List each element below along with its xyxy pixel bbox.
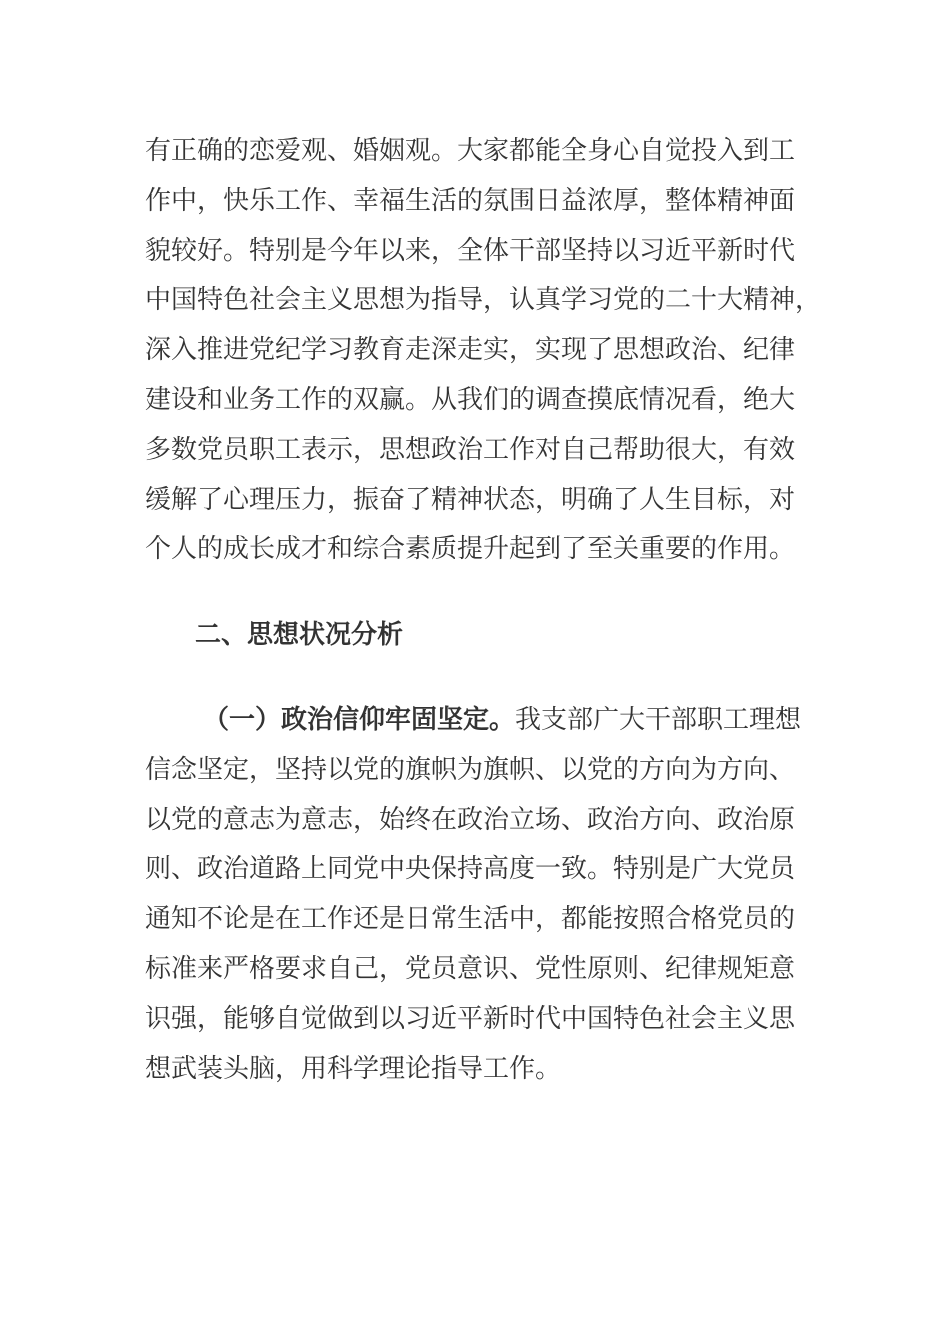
paragraph-line: 想武装头脑，用科学理论指导工作。 — [145, 1053, 562, 1084]
paragraph-line: 个人的成长成才和综合素质提升起到了至关重要的作用。 — [145, 534, 796, 565]
paragraph-line: 则、政治道路上同党中央保持高度一致。特别是广大党员 — [145, 854, 796, 885]
paragraph-line: 建设和业务工作的双赢。从我们的调查摸底情况看，绝大 — [145, 384, 796, 415]
paragraph-line: 深入推进党纪学习教育走深走实，实现了思想政治、纪律 — [145, 335, 796, 366]
paragraph-line: 多数党员职工表示，思想政治工作对自己帮助很大，有效 — [145, 434, 796, 465]
paragraph-text: 我支部广大干部职工理想 — [515, 705, 802, 735]
paragraph-line: 标准来严格要求自己，党员意识、党性原则、纪律规矩意 — [145, 953, 796, 984]
subsection-title: （一）政治信仰牢固坚定。 — [203, 705, 516, 735]
paragraph-line: 以党的意志为意志，始终在政治立场、政治方向、政治原 — [145, 804, 796, 835]
paragraph-line: 作中，快乐工作、幸福生活的氛围日益浓厚，整体精神面 — [145, 185, 796, 216]
paragraph-line: 缓解了心理压力，振奋了精神状态，明确了人生目标，对 — [145, 484, 796, 515]
paragraph-political-belief — [145, 696, 805, 1094]
paragraph-line: 中国特色社会主义思想为指导，认真学习党的二十大精神， — [145, 285, 822, 316]
paragraph-line: 信念坚定，坚持以党的旗帜为旗帜、以党的方向为方向、 — [145, 754, 796, 785]
paragraph-summary — [145, 127, 822, 575]
paragraph-line: 识强，能够自觉做到以习近平新时代中国特色社会主义思 — [145, 1003, 796, 1034]
paragraph-line: 通知不论是在工作还是日常生活中，都能按照合格党员的 — [145, 904, 796, 935]
paragraph-first-line — [145, 696, 805, 746]
paragraph-line: 有正确的恋爱观、婚姻观。大家都能全身心自觉投入到工 — [145, 136, 796, 166]
paragraph-line: 貌较好。特别是今年以来，全体干部坚持以习近平新时代 — [145, 235, 796, 266]
section-heading: 二、思想状况分析 — [195, 620, 404, 650]
